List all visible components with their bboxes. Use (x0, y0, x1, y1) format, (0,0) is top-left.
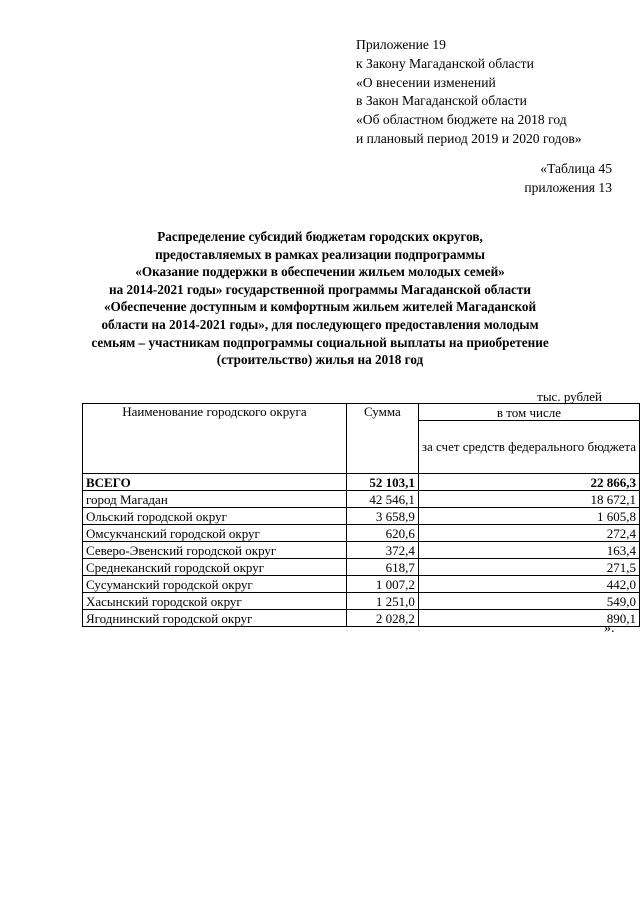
district-name: Сусуманский городской округ (83, 576, 347, 593)
district-sum: 618,7 (346, 559, 418, 576)
district-name: Среднеканский городской округ (83, 559, 347, 576)
title-line: семьям – участникам подпрограммы социальной выплаты на приобретение (91, 334, 549, 350)
appendix-line: к Закону Магаданской области (356, 55, 534, 71)
header-federal-budget: за счет средств федерального бюджета (418, 421, 639, 474)
header-sum: Сумма (346, 404, 418, 474)
table-total-row (83, 474, 640, 491)
district-federal: 272,4 (418, 525, 639, 542)
table-row (83, 508, 640, 525)
table-reference-line: приложения 13 (524, 179, 612, 195)
title-line: предоставляемых в рамках реализации подпрограммы (155, 246, 485, 262)
district-federal: 890,1 (418, 610, 639, 627)
title-line: Распределение субсидий бюджетам городских округов, (157, 229, 483, 244)
appendix-line: Приложение 19 (356, 37, 446, 52)
total-federal: 22 866,3 (418, 474, 639, 491)
title-line: на 2014-2021 годы» государственной программы Магаданской области (109, 281, 531, 297)
district-name: Омсукчанский городской округ (83, 525, 347, 542)
title-line: (строительство) жилья на 2018 год (216, 352, 424, 368)
district-federal: 163,4 (418, 542, 639, 559)
header-including: в том числе (418, 404, 639, 421)
total-label: ВСЕГО (83, 474, 347, 491)
closing-quote: ». (604, 621, 615, 636)
district-federal: 18 672,1 (418, 491, 639, 508)
appendix-line: и плановый период 2019 и 2020 годов» (356, 130, 582, 146)
district-federal: 271,5 (418, 559, 639, 576)
appendix-line: в Закон Магаданской области (356, 93, 527, 109)
district-sum: 1 007,2 (346, 576, 418, 593)
district-sum: 372,4 (346, 542, 418, 559)
subsidy-table (82, 403, 640, 627)
district-name: город Магадан (83, 491, 347, 508)
table-row (83, 542, 640, 559)
district-sum: 620,6 (346, 525, 418, 542)
table-row (83, 610, 640, 627)
district-sum: 1 251,0 (346, 593, 418, 610)
district-name: Ягоднинский городской округ (83, 610, 347, 627)
table-row (83, 593, 640, 610)
district-sum: 2 028,2 (346, 610, 418, 627)
title-line: «Оказание поддержки в обеспечении жильем молодых семей» (135, 264, 505, 280)
title-line: области на 2014-2021 годы», для последующего предоставления молодым (101, 316, 539, 332)
district-federal: 442,0 (418, 576, 639, 593)
header-district-name: Наименование городского округа (83, 404, 347, 474)
table-header-row (83, 404, 640, 421)
appendix-header (356, 36, 582, 149)
unit-label: тыс. рублей (537, 389, 602, 404)
table-reference-line: «Таблица 45 (540, 161, 612, 176)
total-sum: 52 103,1 (346, 474, 418, 491)
district-sum: 3 658,9 (346, 508, 418, 525)
table-row (83, 576, 640, 593)
district-name: Северо-Эвенский городской округ (83, 542, 347, 559)
table-reference (524, 160, 612, 197)
district-federal: 549,0 (418, 593, 639, 610)
title-line: «Обеспечение доступным и комфортным жильем жителей Магаданской (103, 299, 537, 315)
table-row (83, 559, 640, 576)
appendix-line: «Об областном бюджете на 2018 год (356, 112, 567, 128)
document-title (60, 228, 580, 369)
district-name: Ольский городской округ (83, 508, 347, 525)
district-name: Хасынский городской округ (83, 593, 347, 610)
table-row (83, 491, 640, 508)
table-row (83, 525, 640, 542)
district-sum: 42 546,1 (346, 491, 418, 508)
district-federal: 1 605,8 (418, 508, 639, 525)
appendix-line: «О внесении изменений (356, 74, 496, 90)
